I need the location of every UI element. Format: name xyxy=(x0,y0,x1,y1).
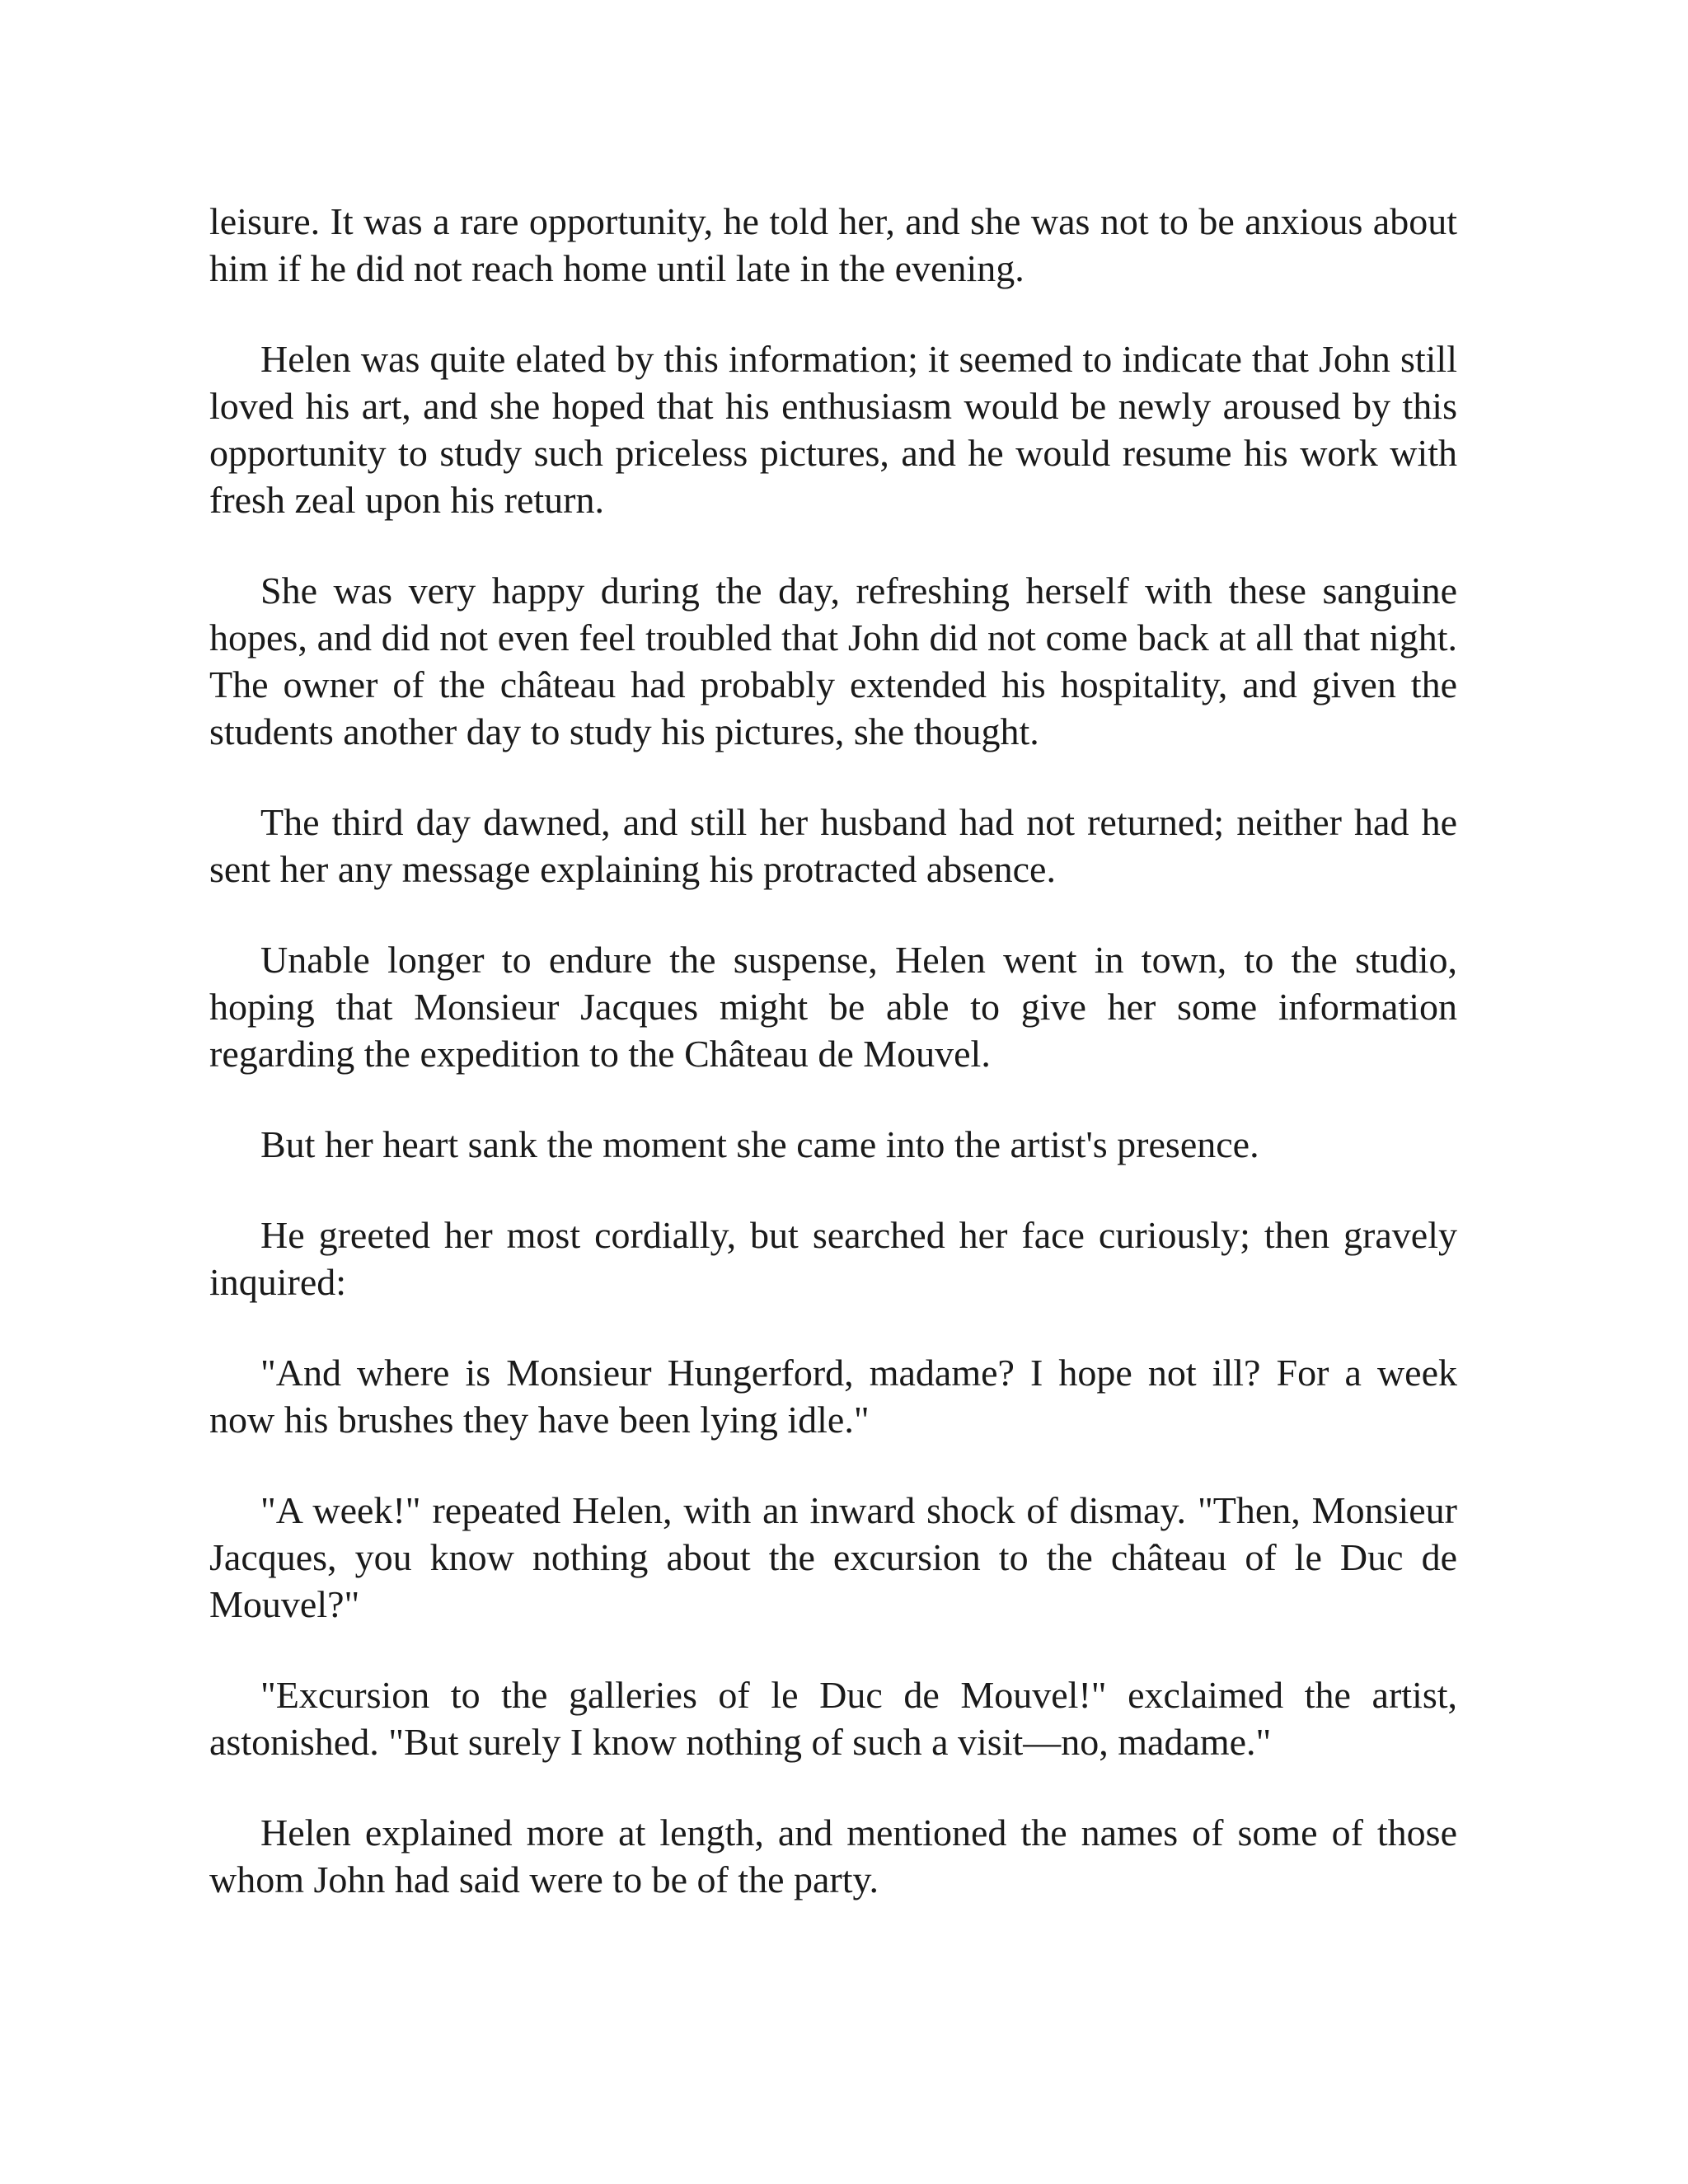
paragraph-continuation: leisure. It was a rare opportunity, he told her, and she was not to be anxious about him if he did not reach home until late in the evening. xyxy=(209,200,1457,289)
paragraph: But her heart sank the moment she came into the artist's presence. xyxy=(260,1123,1259,1165)
paragraph: Helen explained more at length, and mentioned the names of some of those whom John had said were to be of the party. xyxy=(209,1811,1457,1900)
paragraph: She was very happy during the day, refreshing herself with these sanguine hopes, and did not even feel troubled that John did not come back at all that night. The owner of the château had probably extended his hospitality, and given the students another day to study his pictures, she thought. xyxy=(209,569,1457,752)
paragraph: "A week!" repeated Helen, with an inward shock of dismay. "Then, Monsieur Jacques, you know nothing about the excursion to the château of le Duc de Mouvel?" xyxy=(209,1489,1457,1625)
paragraph: "Excursion to the galleries of le Duc de Mouvel!" exclaimed the artist, astonished. "But surely I know nothing of such a visit—no, madame." xyxy=(209,1674,1457,1763)
paragraph: Helen was quite elated by this information; it seemed to indicate that John still loved his art, and she hoped that his enthusiasm would be newly aroused by this opportunity to study such priceless pictures, and he would resume his work with fresh zeal upon his return. xyxy=(209,338,1457,521)
paragraph: Unable longer to endure the suspense, Helen went in town, to the studio, hoping that Monsieur Jacques might be able to give her some information regarding the expedition to the Château de Mouvel. xyxy=(209,939,1457,1075)
paragraph: He greeted her most cordially, but searched her face curiously; then gravely inquired: xyxy=(209,1214,1457,1303)
paragraph: "And where is Monsieur Hungerford, madame? I hope not ill? For a week now his brushes they have been lying idle." xyxy=(209,1352,1457,1441)
paragraph: The third day dawned, and still her husband had not returned; neither had he sent her any message explaining his protracted absence. xyxy=(209,801,1457,890)
page-body-text xyxy=(209,198,1457,1903)
